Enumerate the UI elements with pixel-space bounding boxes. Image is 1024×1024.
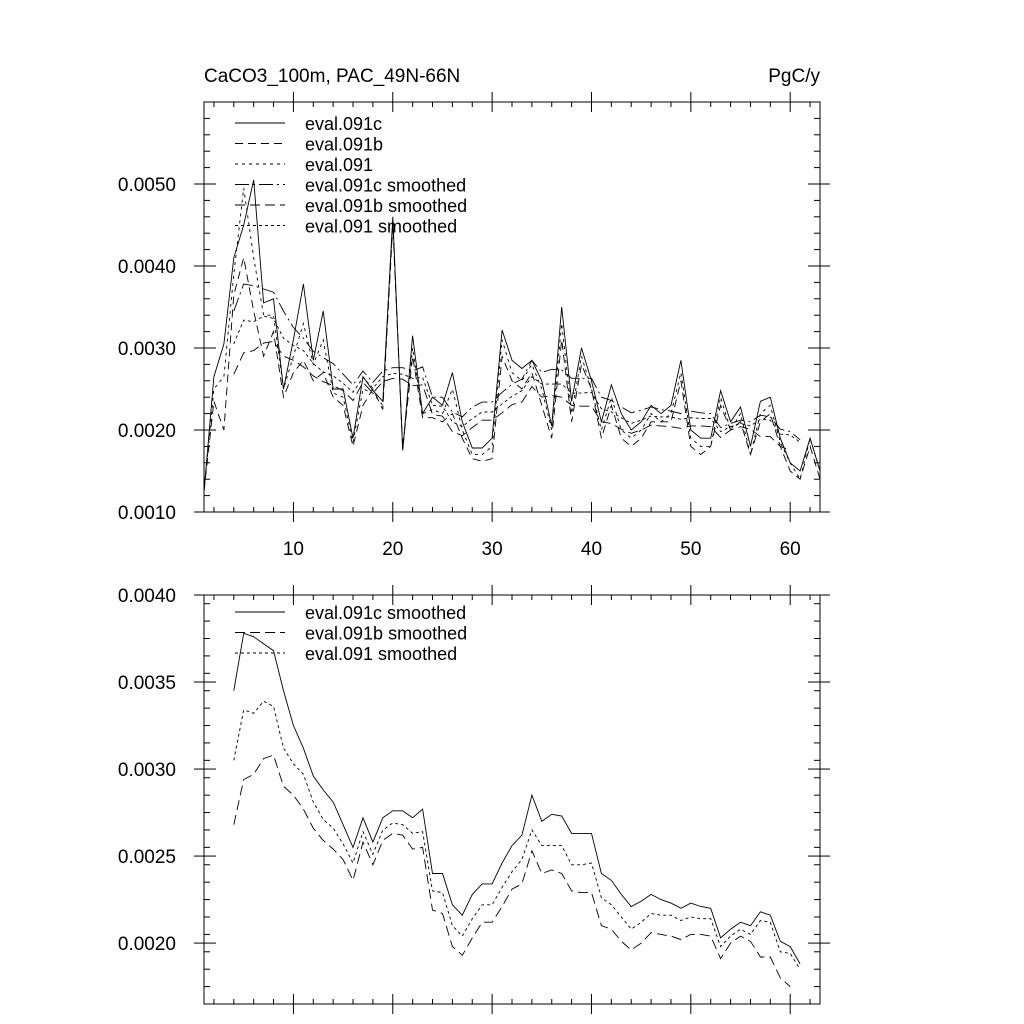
legend-label: eval.091c smoothed [305, 603, 467, 623]
series-line-2 [204, 225, 820, 492]
y-tick-label: 0.0050 [117, 175, 176, 196]
legend-label: eval.091 smoothed [305, 644, 458, 664]
x-tick-label: 40 [580, 539, 603, 560]
y-tick-label: 0.0025 [117, 847, 176, 869]
series-line-1 [204, 180, 820, 492]
legend-label: eval.091 [305, 155, 374, 175]
y-tick-label: 0.0010 [117, 503, 176, 524]
bottom-panel [118, 585, 830, 1014]
series-line-5 [234, 341, 790, 450]
plot-frame [204, 102, 820, 512]
legend-label: eval.091b [305, 134, 384, 155]
series-line-2 [234, 755, 790, 987]
series-line-1 [234, 633, 800, 964]
legend-label: eval.091b smoothed [305, 196, 468, 216]
y-tick-label: 0.0040 [117, 257, 176, 278]
y-tick-label: 0.0040 [117, 586, 176, 607]
x-tick-label: 20 [382, 539, 404, 560]
legend-label: eval.091 smoothed [305, 216, 458, 237]
y-tick-label: 0.0030 [117, 339, 176, 360]
legend-label: eval.091b smoothed [305, 623, 468, 644]
legend-label: eval.091c [305, 114, 383, 134]
y-tick-label: 0.0020 [117, 934, 176, 956]
x-tick-label: 10 [282, 539, 304, 560]
title-right: PgC/y [768, 66, 820, 87]
x-tick-label: 60 [779, 539, 801, 560]
top-panel [118, 92, 830, 560]
legend-label: eval.091c smoothed [305, 175, 467, 196]
x-tick-label: 30 [481, 539, 503, 560]
y-tick-label: 0.0020 [117, 421, 176, 442]
y-tick-label: 0.0035 [117, 673, 176, 695]
y-tick-label: 0.0030 [117, 760, 176, 782]
title-left: CaCO3_100m, PAC_49N-66N [204, 66, 461, 87]
series-line-3 [204, 188, 820, 491]
x-tick-label: 50 [680, 539, 702, 560]
